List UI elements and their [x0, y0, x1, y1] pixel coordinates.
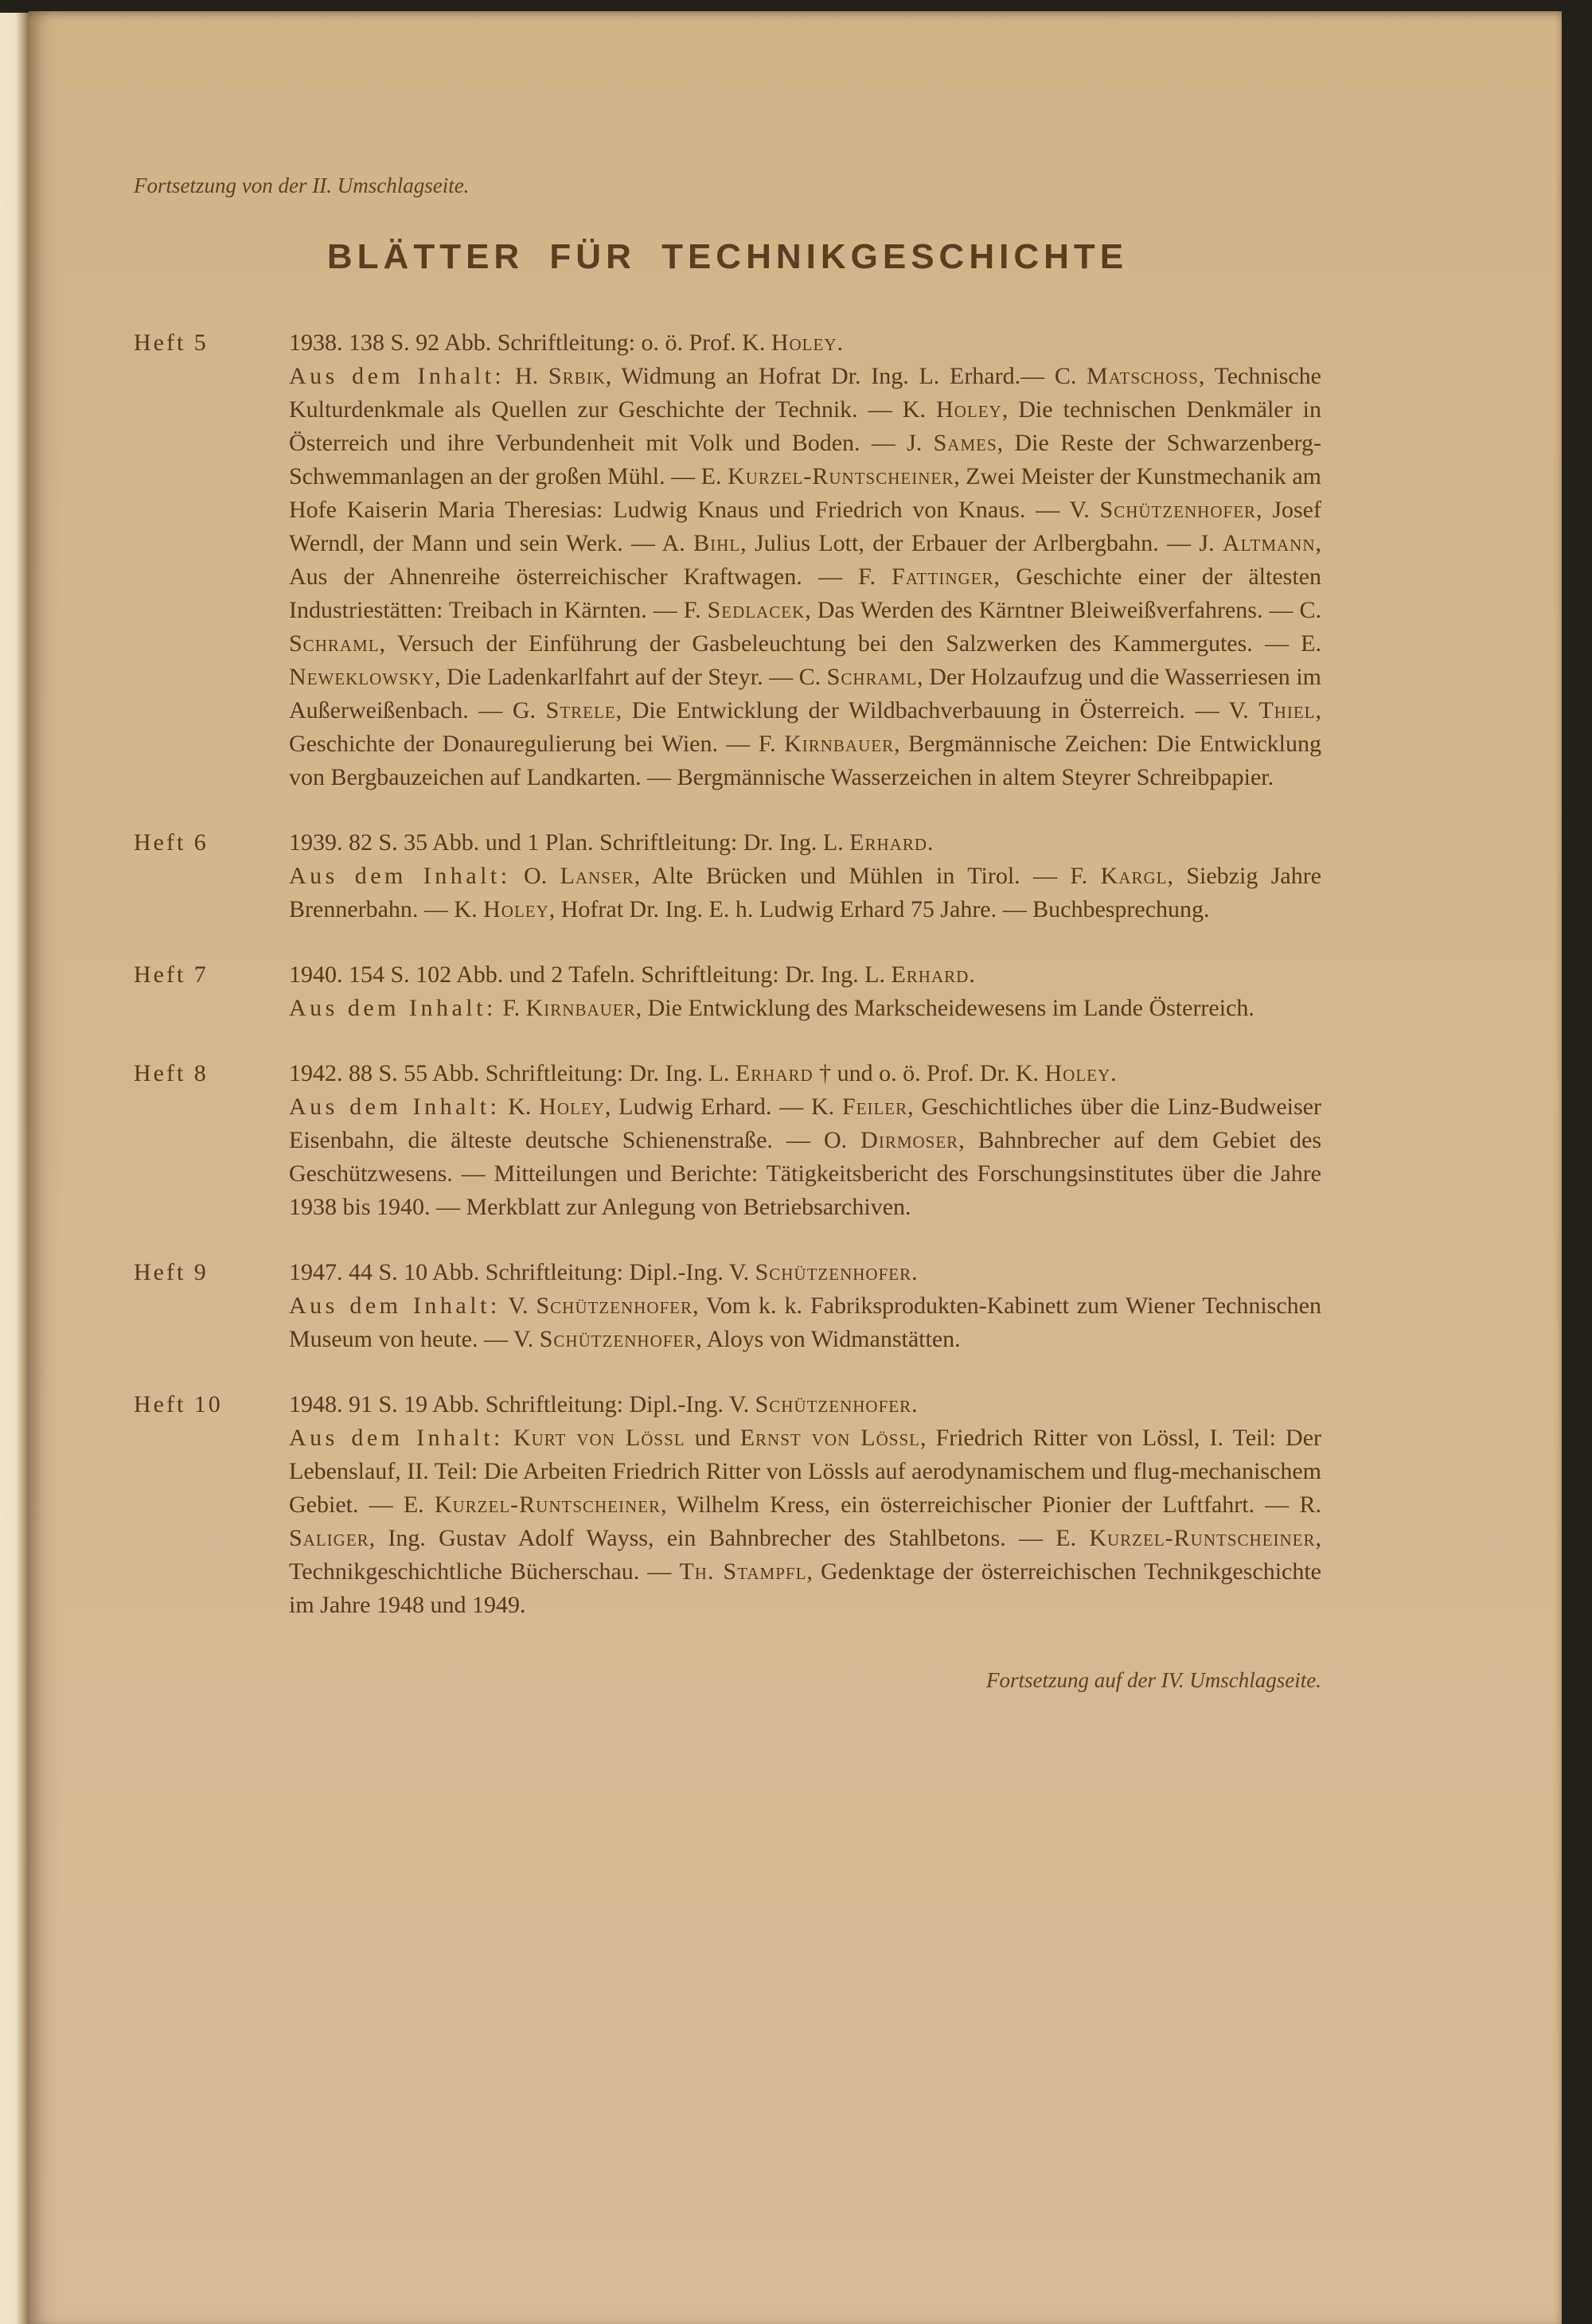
text-run: , Siebzig Jahre Brennerbahn. — K. — [289, 863, 1322, 922]
entry-heft-9 — [134, 1256, 1321, 1356]
entry-heft-7 — [134, 958, 1321, 1025]
text-run: F. — [496, 995, 526, 1021]
entry-header — [289, 826, 1321, 860]
text-run — [504, 1425, 513, 1451]
text-run: . — [911, 1259, 918, 1285]
entry-heft-8 — [134, 1057, 1321, 1224]
entry-header — [289, 1388, 1321, 1421]
lead-in-label: Aus dem Inhalt: — [289, 995, 497, 1021]
entry-label: Heft 5 — [134, 329, 209, 356]
text-run: , Aus der Ahnenreihe österreichischer Kraftwagen. — F. — [289, 530, 1321, 590]
text-run: 1942. 88 S. 55 Abb. Schriftleitung: Dr. Ing. L. — [289, 1060, 736, 1086]
text-run: † und o. ö. Prof. Dr. K. — [813, 1060, 1045, 1086]
entry-body — [289, 1057, 1321, 1224]
person-name: Strele — [545, 697, 616, 723]
text-run: , Alte Brücken und Mühlen in Tirol. — F. — [634, 863, 1101, 889]
text-run: . — [1110, 1060, 1117, 1086]
text-run: K. — [500, 1094, 540, 1120]
lead-in-label: Aus dem Inhalt: — [289, 363, 505, 389]
text-run: V. — [500, 1293, 537, 1319]
text-run: 1938. 138 S. 92 Abb. Schriftleitung: o. ö. Prof. K. — [289, 329, 771, 356]
text-run: , Das Werden des Kärntner Bleiweißverfahrens. — C. — [805, 597, 1321, 623]
text-run: O. — [510, 863, 560, 889]
text-run: , Die Ladenkarlfahrt auf der Steyr. — C. — [435, 664, 827, 690]
person-name: Erhard — [891, 961, 970, 988]
person-name: Kirnbauer — [525, 995, 636, 1021]
entry-content — [289, 1090, 1321, 1224]
entry-label: Heft 9 — [134, 1259, 209, 1285]
text-run: , Versuch der Einführung der Gasbeleuchtung bei den Salzwerken des Kammergutes. — E. — [379, 630, 1321, 657]
entry-body — [289, 1256, 1321, 1356]
entry-content — [289, 1421, 1321, 1622]
text-run: , Widmung an Hofrat Dr. Ing. L. Erhard.— C. — [605, 363, 1087, 389]
person-name: Matschoss — [1087, 363, 1199, 389]
text-run: 1947. 44 S. 10 Abb. Schriftleitung: Dipl.-Ing. V. — [289, 1259, 755, 1285]
text-run: , Technikgeschichtliche Bücherschau. — — [289, 1525, 1321, 1585]
text-run: , Die technischen Denkmäler in Österreich und ihre Verbundenheit mit Volk und Boden. — J. — [289, 396, 1322, 456]
text-run: . — [911, 1391, 918, 1417]
person-name: Schützenhofer — [755, 1391, 912, 1417]
entry-body — [289, 1388, 1321, 1622]
person-name: Kargl — [1100, 863, 1168, 889]
entry-heft-6 — [134, 826, 1321, 926]
entry-content — [289, 860, 1321, 926]
under-page-edge — [0, 13, 29, 2324]
page-title: BLÄTTER FÜR TECHNIKGESCHICHTE — [326, 237, 1129, 276]
person-name: Schützenhofer — [539, 1326, 696, 1352]
person-name: Feiler — [841, 1094, 908, 1120]
person-name: Erhard — [735, 1060, 814, 1086]
person-name: Schützenhofer — [755, 1259, 912, 1285]
entry-heft-10 — [134, 1388, 1321, 1622]
person-name: Sedlacek — [707, 597, 806, 623]
text-run: , Hofrat Dr. Ing. E. h. Ludwig Erhard 75 Jahre. — Buchbesprechung. — [548, 896, 1210, 922]
entry-header — [289, 1057, 1321, 1090]
person-name: Schraml — [826, 664, 918, 690]
text-run: , Wilhelm Kress, ein österreichischer Pionier der Luftfahrt. — R. — [661, 1491, 1321, 1518]
text-run: , Geschichte der Donauregulierung bei Wien. — F. — [289, 697, 1322, 757]
text-run: , Julius Lott, der Erbauer der Arlbergbahn. — J. — [740, 530, 1223, 556]
person-name: Thiel — [1258, 697, 1316, 723]
text-run: , Die Reste der Schwarzenberg-Schwemmanlagen an der großen Mühl. — E. — [289, 430, 1321, 489]
person-name: Erhard — [849, 829, 927, 856]
person-name: Holey — [483, 896, 549, 922]
person-name: Ernst von Lössl — [739, 1425, 920, 1451]
text-run: . — [927, 829, 934, 856]
text-run: , Geschichtliches über die Linz-Budweiser Eisenbahn, die älteste deutsche Schienenstraße. — O. — [289, 1094, 1321, 1153]
person-name: Kurt von Lössl — [513, 1425, 685, 1451]
person-name: Bihl — [693, 530, 741, 556]
entry-label: Heft 10 — [134, 1391, 223, 1417]
text-run: 1940. 154 S. 102 Abb. und 2 Tafeln. Schriftleitung: Dr. Ing. L. — [289, 961, 892, 988]
person-name: Schützenhofer — [1099, 497, 1257, 523]
text-run: , Friedrich Ritter von Lössl, I. Teil: Der Lebenslauf, II. Teil: Die Arbeiten Friedrich Ritter von Lössls auf aerodynamischem und flug-mechanischem Gebiet. — E. — [289, 1425, 1322, 1518]
person-name: Fattinger — [892, 563, 994, 590]
text-run: , Geschichte einer der ältesten Industriestätten: Treibach in Kärnten. — F. — [289, 563, 1321, 623]
text-run: , Ing. Gustav Adolf Wayss, ein Bahnbrecher des Stahlbetons. — E. — [369, 1525, 1090, 1551]
text-run: , Der Holzaufzug und die Wasserriesen im Außerweißenbach. — G. — [289, 664, 1321, 723]
text-run: 1939. 82 S. 35 Abb. und 1 Plan. Schriftleitung: Dr. Ing. L. — [289, 829, 850, 856]
text-run: , Die Entwicklung der Wildbachverbauung in Österreich. — V. — [615, 697, 1259, 723]
person-name: Holey — [936, 396, 1002, 423]
text-run: , Die Entwicklung des Markscheidewesens im Lande Österreich. — [635, 995, 1254, 1021]
page-content — [29, 11, 1562, 2324]
continuation-bottom-note: Fortsetzung auf der IV. Umschlagseite. — [986, 1668, 1321, 1692]
text-run: 1948. 91 S. 19 Abb. Schriftleitung: Dipl.-Ing. V. — [289, 1391, 755, 1417]
text-run: . — [969, 961, 975, 988]
person-name: Holey — [771, 329, 837, 356]
text-run: , Zwei Meister der Kunstmechanik am Hofe Kaiserin Maria Theresias: Ludwig Knaus und Friedrich von Knaus. — V. — [289, 463, 1322, 523]
text-run: , Vom k. k. Fabriksprodukten-Kabinett zum Wiener Technischen Museum von heute. — V. — [289, 1293, 1321, 1352]
person-name: Kurzel-Runtscheiner — [1089, 1525, 1316, 1551]
person-name: Th. Stampfl — [679, 1558, 807, 1585]
entry-body — [289, 826, 1321, 926]
continuation-top-note: Fortsetzung von der II. Umschlagseite. — [134, 174, 470, 197]
person-name: Kurzel-Runtscheiner — [728, 463, 954, 489]
entry-label: Heft 8 — [134, 1060, 209, 1086]
entry-header — [289, 958, 1321, 992]
text-run: , Aloys von Widmanstätten. — [696, 1326, 961, 1352]
entry-body — [289, 326, 1321, 794]
text-run: , Ludwig Erhard. — K. — [604, 1094, 842, 1120]
text-run: , Technische Kulturdenkmale als Quellen zur Geschichte der Technik. — K. — [289, 363, 1321, 423]
entry-header — [289, 326, 1321, 360]
entry-content — [289, 1289, 1321, 1356]
text-run: , Josef Werndl, der Mann und sein Werk. — A. — [289, 497, 1321, 556]
person-name: Dirmoser — [860, 1127, 959, 1153]
entry-body — [289, 958, 1321, 1025]
text-run: , Gedenktage der österreichischen Technikgeschichte im Jahre 1948 und 1949. — [289, 1558, 1321, 1618]
text-run: . — [837, 329, 843, 356]
entry-heft-5 — [134, 326, 1321, 794]
lead-in-label: Aus dem Inhalt: — [289, 1094, 501, 1120]
person-name: Kurzel-Runtscheiner — [434, 1491, 661, 1518]
text-run: H. — [505, 363, 548, 389]
person-name: Altmann — [1222, 530, 1316, 556]
text-run: , Bahnbrecher auf dem Gebiet des Geschützwesens. — Mitteilungen und Berichte: Tätigkeitsbericht des Forschungsinstitutes über die Jahre 1938 bis 1940. — Merkblatt zur Anlegung von Betriebsarchiven. — [289, 1127, 1321, 1220]
text-run: und — [685, 1425, 740, 1451]
person-name: Holey — [539, 1094, 605, 1120]
person-name: Lanser — [560, 863, 634, 889]
person-name: Neweklowsky — [289, 664, 435, 690]
entry-label: Heft 6 — [134, 829, 209, 856]
entry-header — [289, 1256, 1321, 1289]
person-name: Srbik — [548, 363, 606, 389]
entry-content — [289, 360, 1321, 794]
lead-in-label: Aus dem Inhalt: — [289, 1425, 504, 1451]
person-name: Sames — [933, 430, 997, 456]
text-run: , Bergmännische Zeichen: Die Entwicklung von Bergbauzeichen auf Landkarten. — Bergmännische Wasserzeichen in altem Steyrer Schreibpapier. — [289, 731, 1321, 790]
lead-in-label: Aus dem Inhalt: — [289, 1293, 501, 1319]
entries-list — [134, 326, 1321, 1622]
entry-label: Heft 7 — [134, 961, 209, 988]
person-name: Saliger — [289, 1525, 369, 1551]
person-name: Schützenhofer — [536, 1293, 693, 1319]
person-name: Holey — [1044, 1060, 1111, 1086]
person-name: Schraml — [289, 630, 380, 657]
person-name: Kirnbauer — [784, 731, 895, 757]
entry-content — [289, 992, 1321, 1025]
book-cover-page — [29, 11, 1562, 2324]
lead-in-label: Aus dem Inhalt: — [289, 863, 511, 889]
